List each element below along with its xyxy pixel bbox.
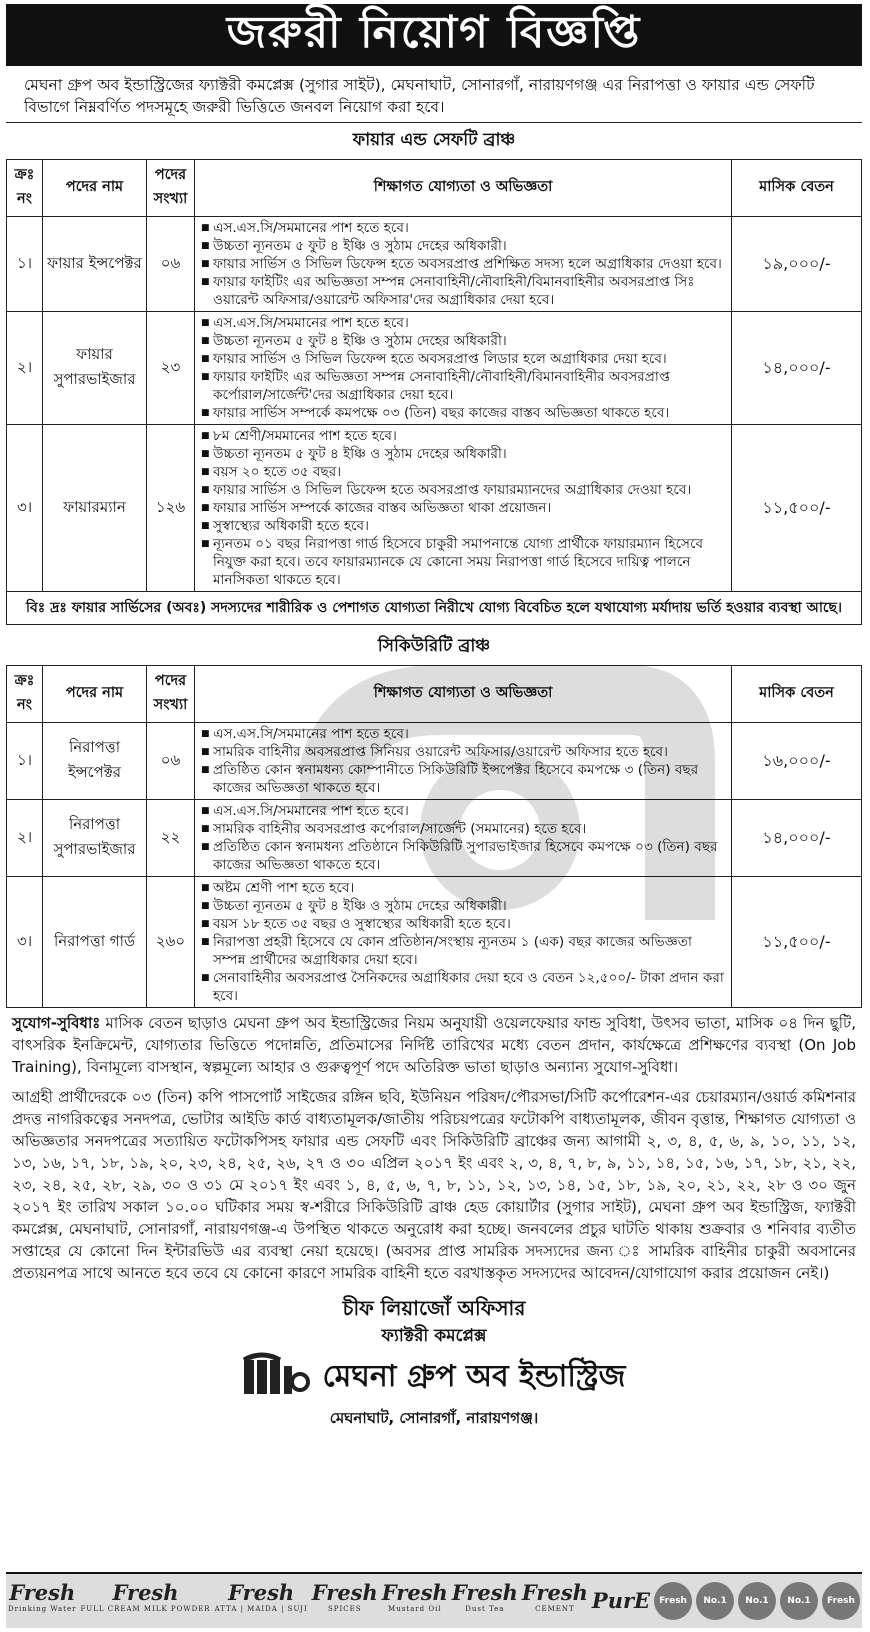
row-count: ০৬ [147, 723, 195, 800]
qualification-item: ■ উচ্চতা ন্যূনতম ৫ ফুট ৪ ইঞ্চি ও সুঠাম দেহের অধিকারী। [201, 332, 725, 350]
row-salary: ১৪,০০০/- [732, 312, 862, 425]
fire-row [7, 217, 862, 312]
security-section-title: সিকিউরিটি ব্রাঞ্চ [377, 636, 491, 656]
product-name: Fresh [311, 1580, 378, 1605]
col-quals: শিক্ষাগত যোগ্যতা ও অভিজ্ঞতা [195, 666, 732, 723]
col-position: পদের নাম [43, 666, 147, 723]
security-table [6, 665, 862, 1008]
row-qualifications [195, 425, 732, 592]
col-count: পদের সংখ্যা [147, 666, 195, 723]
company-name: মেঘনা গ্রুপ অব ইন্ডাস্ট্রিজ [322, 1359, 626, 1394]
apply-paragraph: আগ্রহী প্রার্থীদেরকে ০৩ (তিন) কপি পাসপোর্ট সাইজের রঙ্গিন ছবি, ইউনিয়ন পরিষদ/পৌরসভা/সিটি কর্পোরেশন-এর চেয়ারম্যান/ওয়ার্ড কমিশনার প্রদত্ত নাগরিকত্বের সনদপত্র, ভোটার আইডি কার্ড বাধ্যতামূলক/জাতীয় পরিচয়পত্রের ফটোকপি বাধ্যতামূলক, জীবন বৃত্তান্ত, শিক্ষাগত যোগ্যতা ও অভিজ্ঞতার সনদপত্রের সত্যায়িত ফটোকপিসহ ফায়ার এন্ড সেফটি এবং সিকিউরিটি ব্রাঞ্চের জন্য আগামী ২, ৩, ৪, ৫, ৬, ৯, ১০, ১১, ১২, ১৩, ১৬, ১৭, ১৮, ১৯, ২০, ২৩, ২৪, ২৫, ২৬, ২৭ ও ৩০ এপ্রিল ২০১৭ ইং এবং ২, ৩, ৪, ৭, ৮, ৯, ১১, ১৪, ১৫, ১৬, ১৭, ১৮, ২১, ২২, ২৩, ২৪, ২৫, ২৮, ২৯, ৩০ ও ৩১ মে ২০১৭ ইং এবং ১, ৪, ৫, ৬, ৭, ৮, ১১, ১২, ১৩, ১৪, ১৫, ১৮, ১৯, ২০, ২১, ২২, ২৮ ও ৩০ জুন ২০১৭ ইং তারিখ সকাল ১০.০০ ঘটিকার সময় স্ব-শরীরে সিকিউরিটি ব্রাঞ্চ হেড কোয়ার্টার (সুগার সাইট), মেঘনা গ্রুপ অব ইন্ডাস্ট্রিজ, ফ্যাক্টরী কমপ্লেক্স, মেঘনাঘাট, সোনারগাঁ, নারায়ণগঞ্জ-এ উপস্থিত থাকতে অনুরোধ করা হচ্ছে। জনবলের প্রচুর ঘাটতি থাকায় শুক্রবার ও শনিবার ব্যতীত সপ্তাহের যে কোনো দিন ইন্টারভিউ এর ব্যবস্থা নেয়া হয়েছে। (অবসর প্রাপ্ত সামরিক সদস্যদের জন্য ঃ সামরিক বাহিনীর চাকুরী অবসানের প্রত্যয়নপত্র সাথে আনতে হবে তবে যে কোনো কারণে সামরিক বাহিনী হতে বরখাস্তকৃত সদস্যদের আবেদন/যোগাযোগ করার প্রয়োজন নেই।) [12, 1088, 856, 1282]
qualification-item: ■ সুস্বাস্থ্যের অধিকারী হতে হবে। [201, 517, 725, 535]
col-quals: শিক্ষাগত যোগ্যতা ও অভিজ্ঞতা [195, 160, 732, 217]
col-sl: ক্রঃ নং [7, 666, 43, 723]
qualification-item: ■ ফায়ার সার্ভিস ও সিভিল ডিফেন্স হতে অবসরপ্রাপ্ত লিডার হলে অগ্রাধিকার দেয়া হবে। [201, 350, 725, 368]
fire-table-body [7, 217, 862, 592]
qualification-item: ■ ফায়ার সার্ভিস ও সিভিল ডিফেন্স হতে অবসরপ্রাপ্ত প্রশিক্ষিত সদস্য হলে অগ্রাধিকার দেওয়া হবে। [201, 255, 725, 273]
qualification-item: ■ ফায়ার সার্ভিস ও সিভিল ডিফেন্স হতে অবসরপ্রাপ্ত ফায়ারম্যানদের অগ্রাধিকার দেওয়া হবে। [201, 481, 725, 499]
qualification-item: ■ ন্যূনতম ০১ বছর নিরাপত্তা গার্ড হিসেবে চাকুরী সমাপনান্তে যোগ্য প্রার্থীকে ফায়ারম্যান হিসেবে নিযুক্ত করা হবে। তবে ফায়ারম্যানকে যে কোনো সময় নিরাপত্তা গার্ড হিসেবে দায়িত্ব পালনে মানসিকতা থাকতে হবে। [201, 535, 725, 589]
qualification-item: ■ এস.এস.সি/সমমানের পাশ হতে হবে। [201, 802, 725, 820]
meghna-logo-icon [242, 1352, 312, 1402]
signature-title: চীফ লিয়াজোঁ অফিসার [342, 1296, 526, 1320]
benefits-text: মাসিক বেতন ছাড়াও মেঘনা গ্রুপ অব ইন্ডাস্ট্রিজের নিয়ম অনুযায়ী ওয়েলফেয়ার ফান্ড সুবিধা, উৎসব ভাতা, মাসিক ০৪ দিন ছুটি, বাৎসরিক ইনক্রিমেন্ট, যোগ্যতার ভিত্তিতে পদোন্নতি, প্রতিমাসের নির্দিষ্ট তারিখের মধ্যে বেতন প্রদান, কার্যক্ষেত্রে প্রশিক্ষণের ব্যবস্থা (On Job Training), বিনামূল্যে বাসস্থান, স্বল্পমূল্যে আহার ও গুরুত্বপূর্ণ পদে অতিরিক্ত ভাতা ছাড়াও অন্যান্য সুযোগ-সুবিধা। [12, 1014, 856, 1076]
qualification-item: ■ উচ্চতা ন্যূনতম ৫ ফুট ৪ ইঞ্চি ও সুঠাম দেহের অধিকারী। [201, 237, 725, 255]
qualification-item: ■ প্রতিষ্ঠিত কোন স্বনামধন্য প্রতিষ্ঠানে সিকিউরিটি সুপারভাইজার হিসেবে কমপক্ষে ০৩ (তিন) বছর কাজের অভিজ্ঞতা থাকতে হবে। [201, 838, 725, 874]
row-count: ২৩ [147, 312, 195, 425]
company-address: মেঘনাঘাট, সোনারগাঁ, নারায়ণগঞ্জ। [329, 1409, 539, 1427]
product-logo [7, 1580, 77, 1617]
product-sub: CEMENT [535, 1605, 575, 1613]
product-logo [591, 1588, 651, 1613]
row-serial: ২। [7, 800, 43, 877]
product-logo [521, 1580, 588, 1617]
product-badge-icon: Fresh [654, 1582, 692, 1620]
fire-row [7, 312, 862, 425]
product-logo [451, 1580, 518, 1617]
qualification-item: ■ এস.এস.সি/সমমানের পাশ হতে হবে। [201, 725, 725, 743]
qualification-item: ■ সামরিক বাহিনীর অবসরপ্রাপ্ত কর্পোরাল/সার্জেন্ট (সমমানের) হতে হবে। [201, 820, 725, 838]
fire-note: বিঃ দ্রঃ ফায়ার সার্ভিসের (অবঃ) সদস্যদের শারীরিক ও পেশাগত যোগ্যতা নিরীখে যোগ্য বিবেচিত হলে যথাযোগ্য মর্যাদায় ভর্তি হওয়ার ব্যবস্থা আছে। [6, 592, 862, 625]
row-position: নিরাপত্তা ইন্সপেক্টর [43, 723, 147, 800]
qualification-item: ■ ফায়ার ফাইটিং এর অভিজ্ঞতা সম্পন্ন সেনাবাহিনী/নৌবাহিনী/বিমানবাহিনীর অবসরপ্রাপ্ত কর্পোরাল/সার্জেন্ট'দের অগ্রাধিকার দেয়া হবে। [201, 368, 725, 404]
product-sub: ATTA | MAIDA | SUJI [214, 1605, 308, 1613]
row-position: নিরাপত্তা গার্ড [43, 877, 147, 1008]
row-serial: ৩। [7, 877, 43, 1008]
qualification-item: ■ ফায়ার সার্ভিস সম্পর্কে কাজের বাস্তব অভিজ্ঞতা থাকা প্রয়োজন। [201, 499, 725, 517]
product-badge-icon: Fresh [822, 1582, 860, 1620]
row-qualifications [195, 312, 732, 425]
row-count: ১২৬ [147, 425, 195, 592]
row-qualifications [195, 800, 732, 877]
qualification-item: ■ উচ্চতা ন্যূনতম ৫ ফুট ৪ ইঞ্চি ও সুঠাম দেহের অধিকারী। [201, 445, 725, 463]
col-sl: ক্রঃ নং [7, 160, 43, 217]
row-position: নিরাপত্তা সুপারভাইজার [43, 800, 147, 877]
row-qualifications [195, 877, 732, 1008]
intro-text: মেঘনা গ্রুপ অব ইন্ডাস্ট্রিজের ফ্যাক্টরী কমপ্লেক্স (সুগার সাইট), মেঘনাঘাট, সোনারগাঁ, নারায়ণগঞ্জ এর নিরাপত্তা ও ফায়ার এন্ড সেফটি বিভাগে নিম্নবর্ণিত পদসমূহে জরুরী ভিত্তিতে জনবল নিয়োগ করা হবে। [24, 76, 815, 116]
col-salary: মাসিক বেতন [732, 666, 862, 723]
product-logos-strip [6, 1572, 862, 1628]
security-table-body [7, 723, 862, 1008]
product-name: Fresh [112, 1580, 179, 1605]
product-sub: SPICES [327, 1605, 362, 1613]
row-count: ২৬০ [147, 877, 195, 1008]
qualification-item: ■ বয়স ১৮ হতে ৩৫ বছর ও সুস্বাস্থ্যের অধিকারী হতে হবে। [201, 915, 725, 933]
qualification-item: ■ এস.এস.সি/সমমানের পাশ হতে হবে। [201, 219, 725, 237]
col-salary: মাসিক বেতন [732, 160, 862, 217]
qualification-item: ■ ৮ম শ্রেণী/সমমানের পাশ হতে হবে। [201, 427, 725, 445]
fire-table-header [7, 160, 862, 217]
signature-dept: ফ্যাক্টরী কমপ্লেক্স [381, 1326, 487, 1346]
security-row [7, 800, 862, 877]
product-sub: FULL CREAM MILK POWDER [80, 1605, 211, 1613]
product-name: Fresh [451, 1580, 518, 1605]
qualification-item: ■ বয়স ২০ হতে ৩৫ বছর। [201, 463, 725, 481]
qualification-item: ■ ফায়ার সার্ভিস সম্পর্কে কমপক্ষে ০৩ (তিন) বছর কাজের বাস্তব অভিজ্ঞতা থাকতে হবে। [201, 404, 725, 422]
security-row [7, 723, 862, 800]
qualification-item: ■ এস.এস.সি/সমমানের পাশ হতে হবে। [201, 314, 725, 332]
qualification-item: ■ নিরাপত্তা প্রহরী হিসেবে যে কোন প্রতিষ্ঠান/সংস্থায় ন্যূনতম ১ (এক) বছর কাজের অভিজ্ঞতা সম্পন্ন প্রার্থীদের অগ্রাধিকার দেয়া হবে। [201, 933, 725, 969]
product-name: PurE [591, 1588, 651, 1613]
row-count: ০৬ [147, 217, 195, 312]
benefits-paragraph [6, 1008, 862, 1082]
qualification-item: ■ সেনাবাহিনীর অবসরপ্রাপ্ত সৈনিকদের অগ্রাধিকার দেয়া হবে ও বেতন ১২,৫০০/- টাকা প্রদান করা হবে। [201, 969, 725, 1005]
fire-row [7, 425, 862, 592]
product-badge-icon: No.1 [738, 1582, 776, 1620]
product-name: Fresh [521, 1580, 588, 1605]
qualification-item: ■ উচ্চতা ন্যূনতম ৫ ফুট ৪ ইঞ্চি ও সুঠাম দেহের অধিকারী। [201, 897, 725, 915]
row-salary: ১১,৫০০/- [732, 877, 862, 1008]
benefits-label: সুযোগ-সুবিধাঃ [12, 1014, 101, 1032]
fire-section-title: ফায়ার এন্ড সেফটি ব্রাঞ্চ [6, 122, 862, 159]
row-salary: ১৪,০০০/- [732, 800, 862, 877]
col-position: পদের নাম [43, 160, 147, 217]
product-name: Fresh [228, 1580, 295, 1605]
row-salary: ১৬,০০০/- [732, 723, 862, 800]
security-row [7, 877, 862, 1008]
signature-block [6, 1294, 862, 1432]
row-position: ফায়ারম্যান [43, 425, 147, 592]
job-notice [6, 4, 862, 1628]
row-serial: ১। [7, 217, 43, 312]
product-sub: Dust Tea [465, 1605, 505, 1613]
row-salary: ১৯,০০০/- [732, 217, 862, 312]
row-salary: ১১,৫০০/- [732, 425, 862, 592]
notice-title: জরুরী নিয়োগ বিজ্ঞপ্তি [6, 4, 862, 66]
security-table-header [7, 666, 862, 723]
product-badge-icon: No.1 [696, 1582, 734, 1620]
product-sub: Mustard Oil [388, 1605, 442, 1613]
qualification-item: ■ অষ্টম শ্রেণী পাশ হতে হবে। [201, 879, 725, 897]
product-logo [381, 1580, 448, 1617]
row-count: ২২ [147, 800, 195, 877]
qualification-item: ■ প্রতিষ্ঠিত কোন স্বনামধন্য কোম্পানীতে সিকিউরিটি ইন্সপেক্টর হিসেবে কমপক্ষে ৩ (তিন) বছর কাজের অভিজ্ঞতা থাকতে হবে। [201, 761, 725, 797]
col-count: পদের সংখ্যা [147, 160, 195, 217]
row-position: ফায়ার ইন্সপেক্টর [43, 217, 147, 312]
row-serial: ১। [7, 723, 43, 800]
qualification-item: ■ সামরিক বাহিনীর অবসরপ্রাপ্ত সিনিয়র ওয়ারেন্ট অফিসার/ওয়ারেন্ট অফিসার হতে হবে। [201, 743, 725, 761]
product-sub: Drinking Water [7, 1605, 77, 1613]
company-brand [6, 1352, 862, 1402]
product-logo [311, 1580, 378, 1617]
product-badge-icon: No.1 [780, 1582, 818, 1620]
product-name: Fresh [9, 1580, 76, 1605]
row-position: ফায়ার সুপারভাইজার [43, 312, 147, 425]
product-logo [214, 1580, 308, 1617]
row-serial: ৩। [7, 425, 43, 592]
fire-table [6, 159, 862, 592]
row-serial: ২। [7, 312, 43, 425]
qualification-item: ■ ফায়ার ফাইটিং এর অভিজ্ঞতা সম্পন্ন সেনাবাহিনী/নৌবাহিনী/বিমানবাহিনীর অবসরপ্রাপ্ত সিঃ ওয়ারেন্ট অফিসার/ওয়ারেন্ট অফিসার'দের অগ্রাধিকার দেয়া হবে। [201, 273, 725, 309]
row-qualifications [195, 723, 732, 800]
product-name: Fresh [381, 1580, 448, 1605]
product-logo [80, 1580, 211, 1617]
row-qualifications [195, 217, 732, 312]
